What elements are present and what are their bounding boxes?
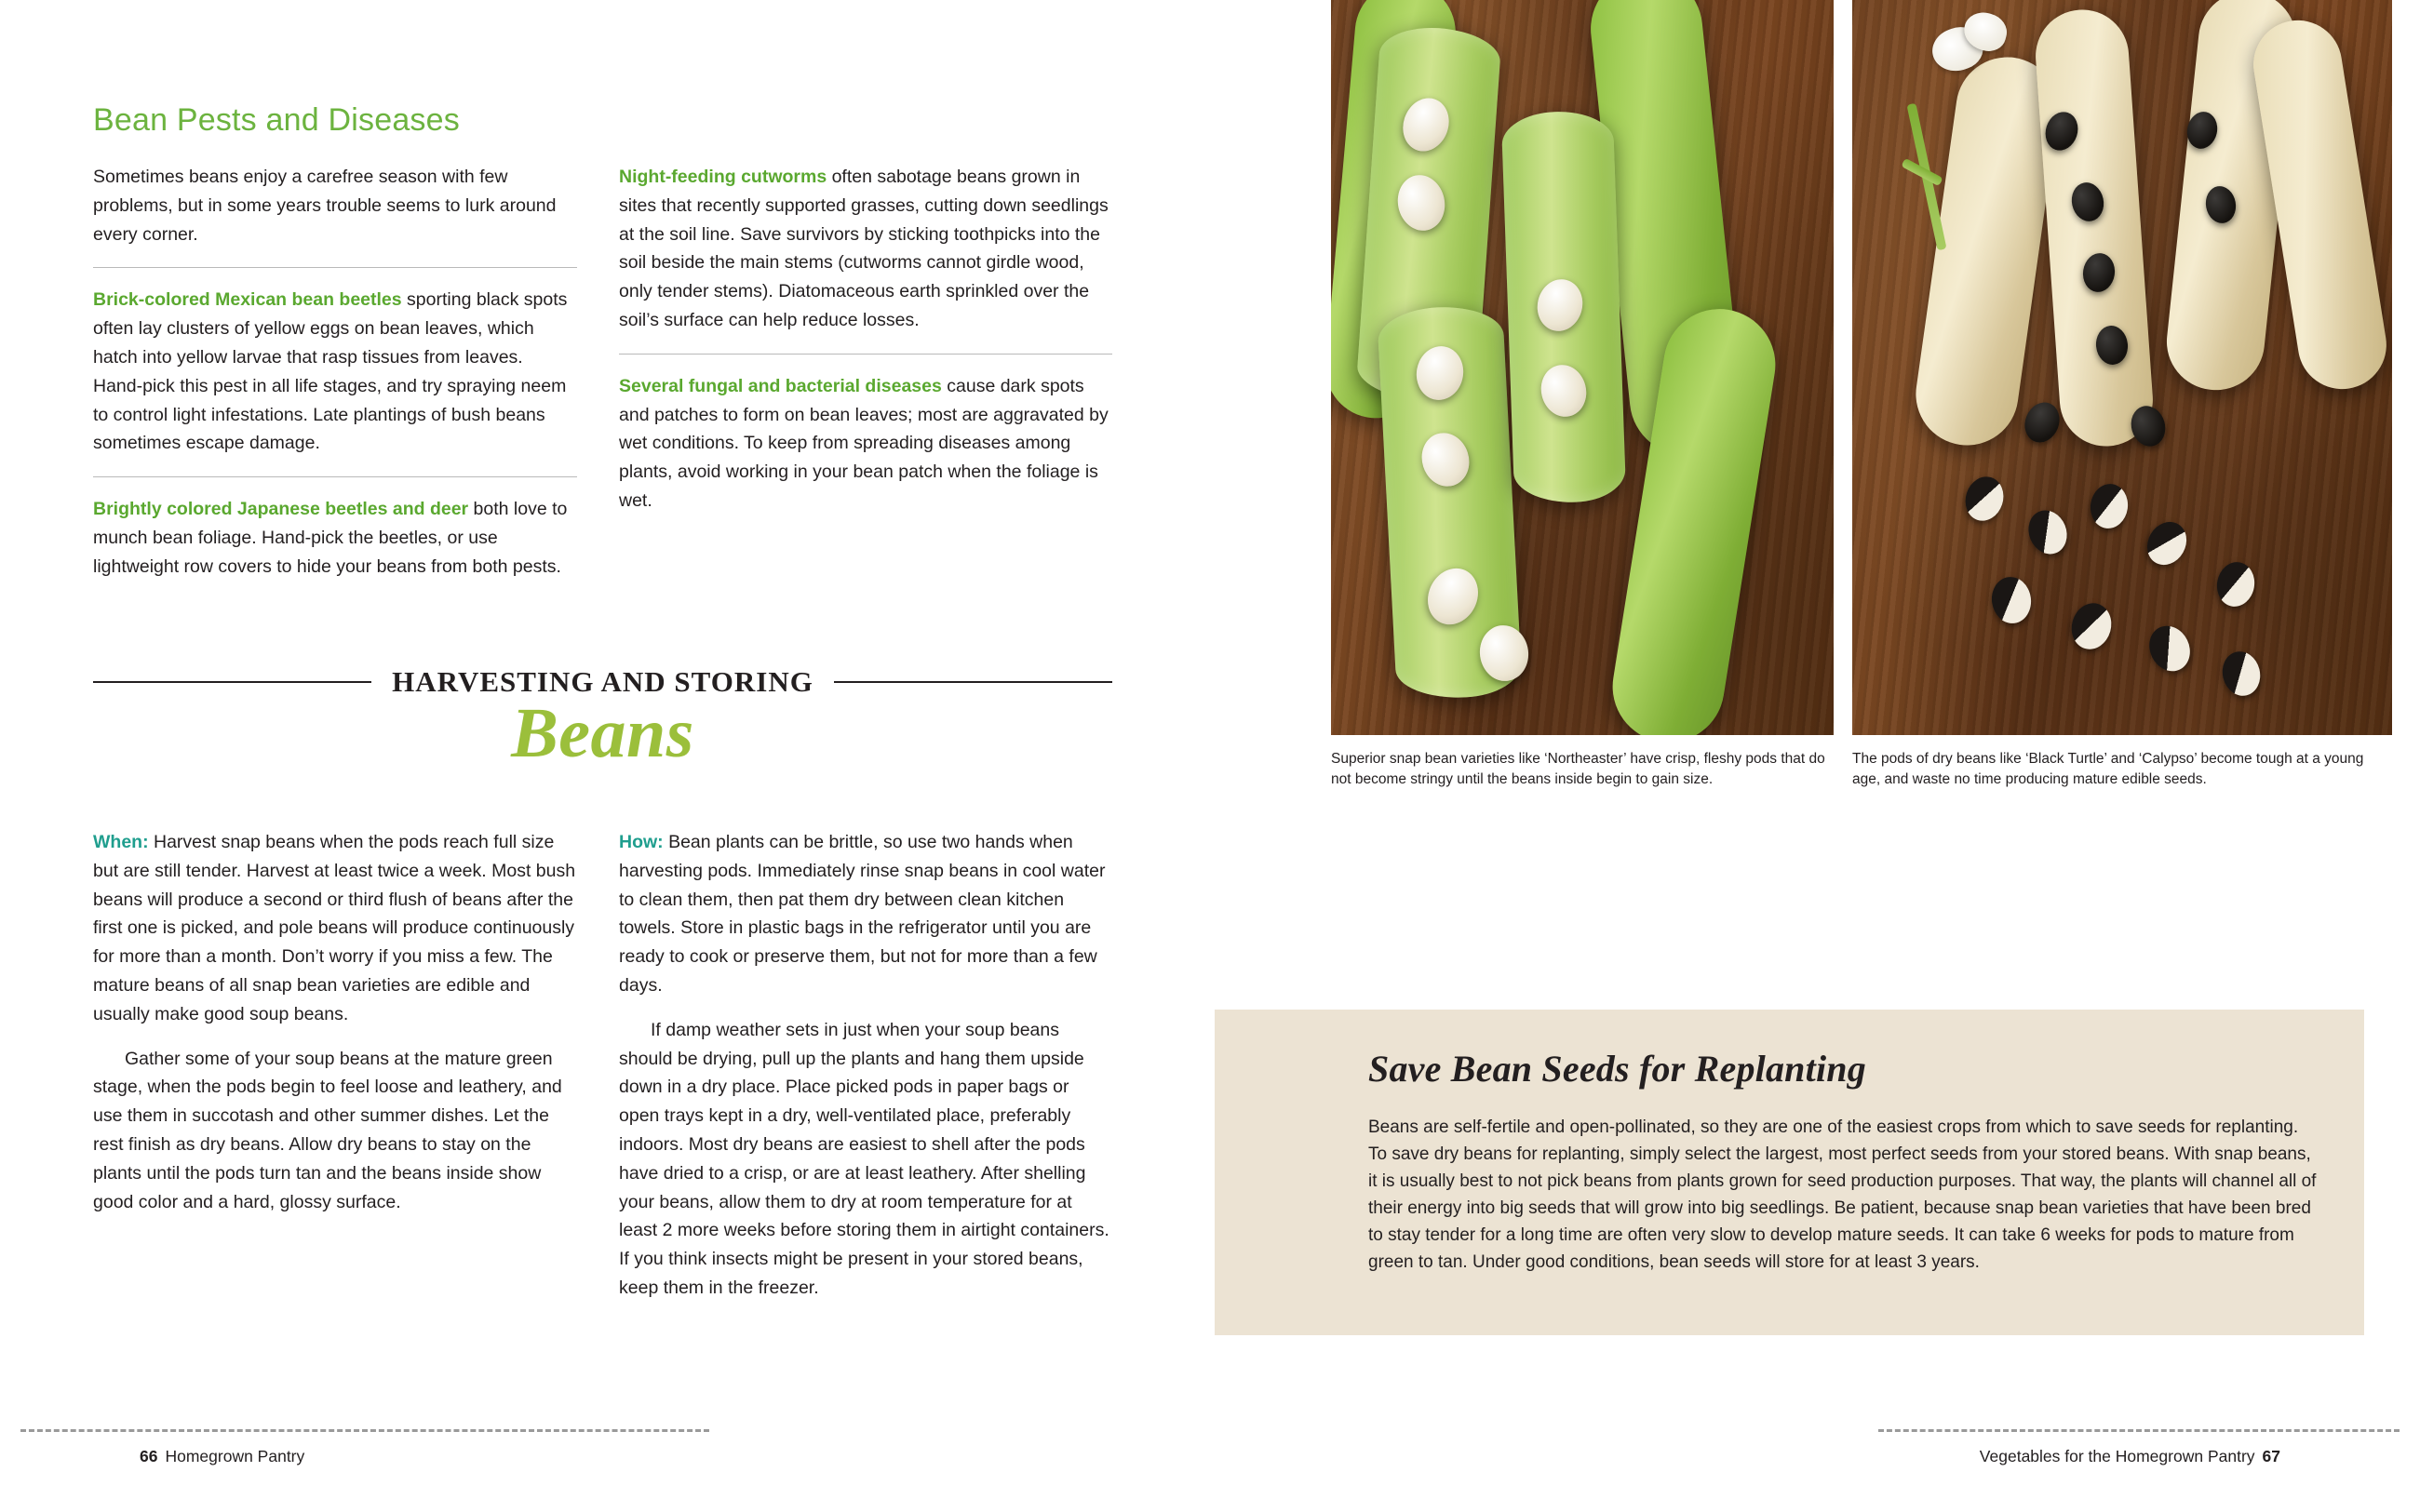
- paragraph-text: Gather some of your soup beans at the mature green stage, when the pods begin to feel loose and leathery, and use them in succotash and other summer dishes. Let the rest finish as dry beans. Allow dry beans to stay on the plants until the pods turn tan and the beans inside show good color and a hard, glossy surface.: [93, 1048, 562, 1212]
- footer-label-left: Homegrown Pantry: [165, 1447, 305, 1465]
- paragraph-text: sporting black spots often lay clusters of yellow eggs on bean leaves, which hatch into yellow larvae that rasp tissues from leaves. Hand-pick this pest in all life stages, and try spraying neem to control light infestations. Late plantings of bush beans sometimes escape damage.: [93, 289, 568, 454]
- paragraph: [93, 163, 577, 248]
- page-number-right: 67: [2262, 1447, 2280, 1465]
- harvesting-banner: [93, 665, 1112, 774]
- sidebar-body: Beans are self-fertile and open-pollinated, so they are one of the easiest crops from which to save seeds for replanting. To save dry beans for replanting, simply select the largest, most perfect seeds from your stored beans. With snap beans, it is usually best to not pick beans from plants grown for seed production purposes. That way, the plants will channel all of their energy into big seeds that will grow into big seedlings. Be patient, because snap bean varieties that have been bred to stay tender for a long time are often very slow to develop mature seeds. It can take 6 weeks for pods to mature from green to tan. Under good conditions, bean seeds will store for at least 3 years.: [1368, 1117, 2317, 1273]
- paragraph-lead: Night-feeding cutworms: [619, 167, 827, 187]
- divider: [93, 267, 577, 268]
- paragraph-text: cause dark spots and patches to form on bean leaves; most are aggravated by wet conditions. To keep from spreading diseases among plants, avoid working in your bean patch when the foliage is wet.: [619, 375, 1109, 511]
- rule-left: [93, 681, 371, 683]
- paragraph-text: Bean plants can be brittle, so use two hands when harvesting pods. Immediately rinse snap beans in cool water to clean them, then pat them dry between clean kitchen towels. Store in plastic bags in the refrigerator until you are ready to cook or preserve them, but not for more than a few days.: [619, 832, 1106, 996]
- paragraph-lead: Brightly colored Japanese beetles and deer: [93, 499, 469, 520]
- photo-caption-dry-beans: The pods of dry beans like ‘Black Turtle’ and ‘Calypso’ become tough at a young age, and waste no time producing mature edible seeds.: [1852, 751, 2364, 787]
- left-column-b: [619, 163, 1112, 515]
- paragraph-text: Sometimes beans enjoy a carefree season with few problems, but in some years trouble seems to lurk around every corner.: [93, 167, 557, 245]
- rule-right: [834, 681, 1112, 683]
- paragraph-text: often sabotage beans grown in sites that recently supported grasses, cutting down seedlings at the soil line. Save survivors by sticking toothpicks into the soil beside the main stems (cutworms cannot girdle wood, only tender stems). Diatomaceous earth sprinkled over the soil’s surface can help reduce losses.: [619, 167, 1109, 330]
- paragraph-lead: Several fungal and bacterial diseases: [619, 375, 942, 396]
- left-column-a: [93, 163, 577, 582]
- divider: [619, 354, 1112, 355]
- page-number-left: 66: [140, 1447, 158, 1465]
- paragraph-text: both love to munch bean foliage. Hand-pick the beetles, or use lightweight row covers to hide your beans from both pests.: [93, 499, 568, 577]
- divider: [93, 476, 577, 477]
- left-column-d: [619, 828, 1112, 1303]
- photo-snap-beans: [1331, 0, 1834, 735]
- footer-divider-right: [1878, 1429, 2400, 1432]
- photo-caption-snap-beans: Superior snap bean varieties like ‘Northeaster’ have crisp, fleshy pods that do not become stringy until the beans inside begin to gain size.: [1331, 751, 1825, 787]
- footer-label-right: Vegetables for the Homegrown Pantry: [1979, 1447, 2255, 1465]
- paragraph-text: Harvest snap beans when the pods reach full size but are still tender. Harvest at least twice a week. Most bush beans will produce a second or third flush of beans after the first one is picked, and pole beans will produce continuously for more than a month. Don’t worry if you miss a few. The mature beans of all snap bean varieties are edible and usually make good soup beans.: [93, 832, 576, 1024]
- paragraph: [619, 163, 1112, 335]
- paragraph: [93, 1045, 582, 1217]
- paragraph-lead: Brick-colored Mexican bean beetles: [93, 289, 402, 311]
- paragraph: [93, 495, 577, 581]
- sidebar-title: Save Bean Seeds for Replanting: [1368, 1048, 1866, 1090]
- paragraph: [619, 1016, 1112, 1303]
- harvesting-kicker: HARVESTING AND STORING: [392, 665, 813, 698]
- harvesting-title: Beans: [511, 694, 694, 772]
- paragraph: [619, 372, 1112, 515]
- paragraph: [619, 828, 1112, 1000]
- paragraph-lead: How:: [619, 832, 664, 852]
- left-column-c: [93, 828, 582, 1216]
- paragraph: [93, 828, 582, 1029]
- photo-dry-beans: [1852, 0, 2392, 735]
- footer-divider-left: [20, 1429, 709, 1432]
- footer-right: [1980, 1447, 2280, 1466]
- footer-left: [140, 1447, 304, 1466]
- paragraph-lead: When:: [93, 832, 149, 852]
- paragraph: [93, 286, 577, 458]
- page-title: Bean Pests and Diseases: [93, 102, 460, 138]
- paragraph-text: If damp weather sets in just when your soup beans should be drying, pull up the plants and hang them upside down in a dry place. Place picked pods in paper bags or open trays kept in a dry, well-ventilated place, preferably indoors. Most dry beans are easiest to shell after the pods have dried to a crisp, or are at least leathery. After shelling your beans, allow them to dry at room temperature for at least 2 more weeks before storing them in airtight containers. If you think insects might be present in your stored beans, keep them in the freezer.: [619, 1019, 1109, 1298]
